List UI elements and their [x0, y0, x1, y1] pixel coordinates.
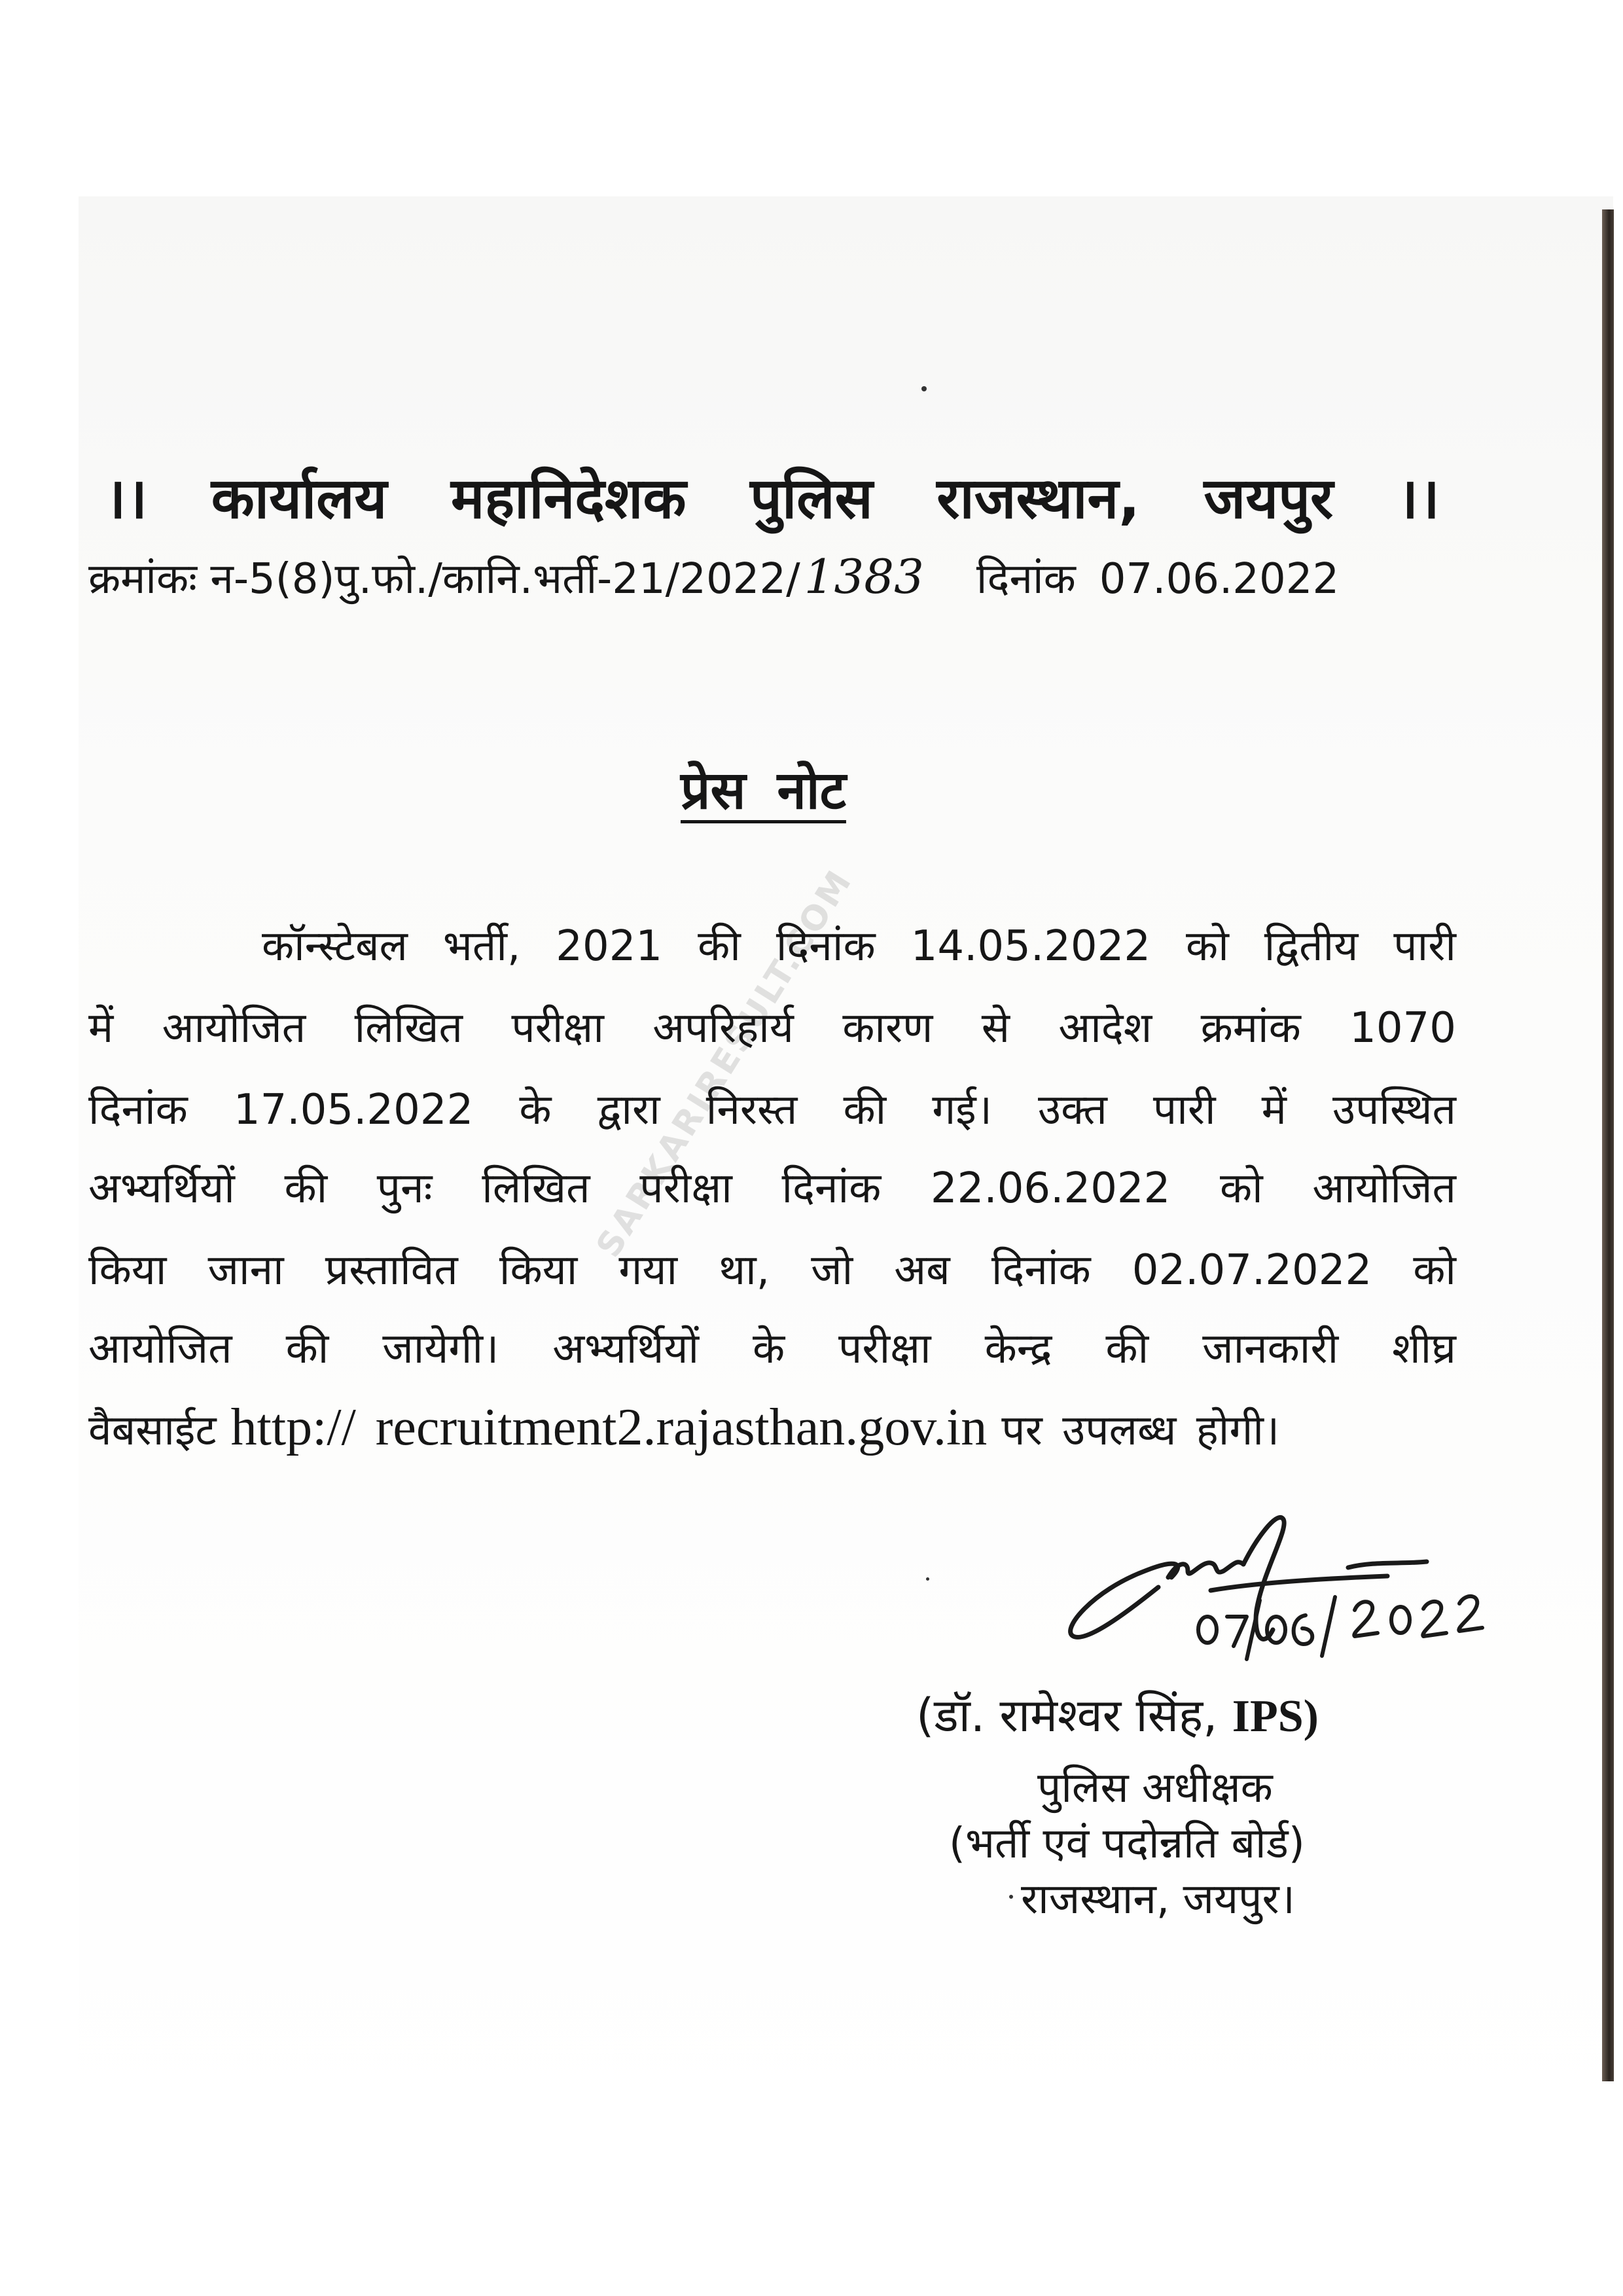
- availability-text: पर उपलब्ध होगी।: [1001, 1407, 1280, 1455]
- watermark: SARKARIRESULT.COM: [589, 862, 861, 1265]
- scan-speck: [926, 1577, 929, 1581]
- scan-speck: [921, 386, 927, 391]
- office-heading: ।। कार्यालय महानिदेशक पुलिस राजस्थान, जयपुर ।।: [105, 466, 1440, 531]
- body-line-last: [88, 1399, 1280, 1456]
- website-label: वैबसाईट: [88, 1407, 217, 1455]
- issue-date: 07.06.2022: [1099, 555, 1340, 603]
- officer-service: IPS): [1232, 1691, 1319, 1742]
- body-line: किया जाना प्रस्तावित किया गया था, जो अब दिनांक 02.07.2022 को: [88, 1246, 1456, 1295]
- officer-place: राजस्थान, जयपुर।: [1021, 1875, 1295, 1924]
- officer-designation: पुलिस अधीक्षक: [1037, 1764, 1273, 1812]
- body-line: अभ्यर्थियों की पुनः लिखित परीक्षा दिनांक 22.06.2022 को आयोजित: [88, 1164, 1456, 1213]
- officer-name-text: (डॉ. रामेश्वर सिंह,: [916, 1689, 1218, 1742]
- body-line: आयोजित की जायेगी। अभ्यर्थियों के परीक्षा केन्द्र की जानकारी शीघ्र: [88, 1325, 1456, 1373]
- officer-name: [916, 1682, 1319, 1745]
- body-line: में आयोजित लिखित परीक्षा अपरिहार्य कारण से आदेश क्रमांक 1070: [88, 1004, 1456, 1052]
- handwritten-signature: [1047, 1499, 1544, 1669]
- website-url[interactable]: http:// recruitment2.rajasthan.gov.in: [230, 1399, 988, 1456]
- body-line: कॉन्स्टेबल भर्ती, 2021 की दिनांक 14.05.2022 को द्वितीय पारी: [262, 922, 1456, 971]
- reference-number: क्रमांकः न-5(8)पु.फो./कानि.भर्ती-21/2022/: [88, 555, 800, 603]
- press-note-title: प्रेस नोट: [681, 760, 846, 821]
- officer-board: (भर्ती एवं पदोन्नति बोर्ड): [949, 1820, 1305, 1868]
- reference-line: [88, 548, 1339, 605]
- body-line: दिनांक 17.05.2022 के द्वारा निरस्त की गई। उक्त पारी में उपस्थित: [88, 1086, 1456, 1134]
- handwritten-reference-number: 1383: [804, 549, 924, 604]
- date-label: दिनांक: [976, 555, 1076, 603]
- scan-speck: [1009, 1895, 1013, 1899]
- scan-edge-shadow: [1602, 209, 1614, 2081]
